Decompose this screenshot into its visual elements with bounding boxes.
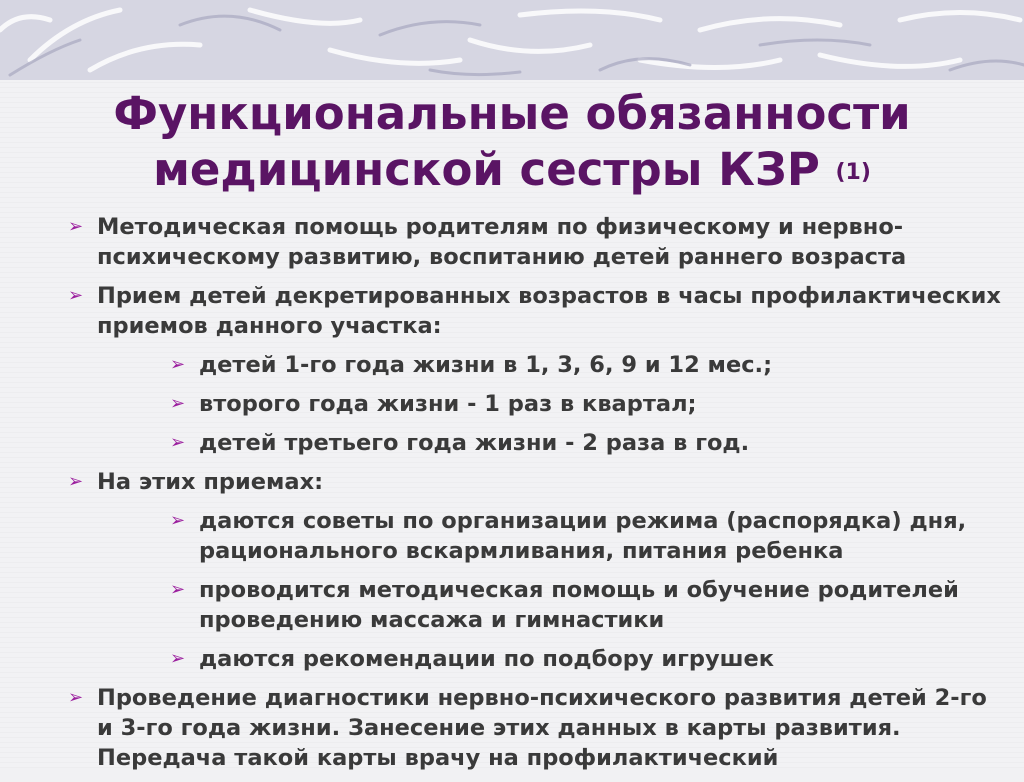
swirl-pattern-icon [0, 0, 1024, 80]
list-item-text: Прием детей декретированных возрастов в часы профилактических приемов данного участка: [97, 283, 1001, 339]
list-item-text: второго года жизни - 1 раз в квартал; [199, 391, 697, 417]
list-item-text: детей 1-го года жизни в 1, 3, 6, 9 и 12 мес.; [199, 352, 773, 378]
list-item-text: даются рекомендации по подбору игрушек [199, 646, 775, 672]
arrow-bullet-icon: ➢ [68, 285, 84, 306]
list-item-text: Проведение диагностики нервно-психического развития детей 2-го и 3-го года жизни. Занесение этих данных в карты развития. Передача такой карты врачу на профилактический [97, 685, 987, 771]
arrow-bullet-icon: ➢ [170, 648, 186, 669]
slide-number-badge: (1) [835, 160, 871, 185]
arrow-bullet-icon: ➢ [68, 216, 84, 237]
slide-title [0, 86, 1024, 201]
list-item-text: проводится методическая помощь и обучение родителей проведению массажа и гимнастики [199, 577, 959, 633]
list-subitem [0, 428, 1024, 458]
list-item-text: детей третьего года жизни - 2 раза в год. [199, 430, 750, 456]
list-subitem [0, 575, 1024, 635]
decorative-banner [0, 0, 1024, 80]
arrow-bullet-icon: ➢ [170, 579, 186, 600]
title-line-2: медицинской сестры КЗР [153, 143, 820, 196]
arrow-bullet-icon: ➢ [170, 354, 186, 375]
list-subitem [0, 350, 1024, 380]
list-item [0, 467, 1024, 497]
arrow-bullet-icon: ➢ [68, 471, 84, 492]
list-subitem [0, 644, 1024, 674]
list-subitem [0, 506, 1024, 566]
bullet-list [0, 212, 1024, 782]
list-item [0, 281, 1024, 341]
title-line-1: Функциональные обязанности [113, 87, 911, 140]
list-item-text: даются советы по организации режима (распорядка) дня, рационального вскармливания, питания ребенка [199, 508, 967, 564]
arrow-bullet-icon: ➢ [170, 393, 186, 414]
list-item [0, 683, 1024, 773]
list-item-text: Методическая помощь родителям по физическому и нервно-психическому развитию, воспитанию детей раннего возраста [97, 214, 907, 270]
list-subitem [0, 389, 1024, 419]
arrow-bullet-icon: ➢ [68, 687, 84, 708]
arrow-bullet-icon: ➢ [170, 432, 186, 453]
arrow-bullet-icon: ➢ [170, 510, 186, 531]
list-item-text: На этих приемах: [97, 469, 324, 495]
list-item [0, 212, 1024, 272]
